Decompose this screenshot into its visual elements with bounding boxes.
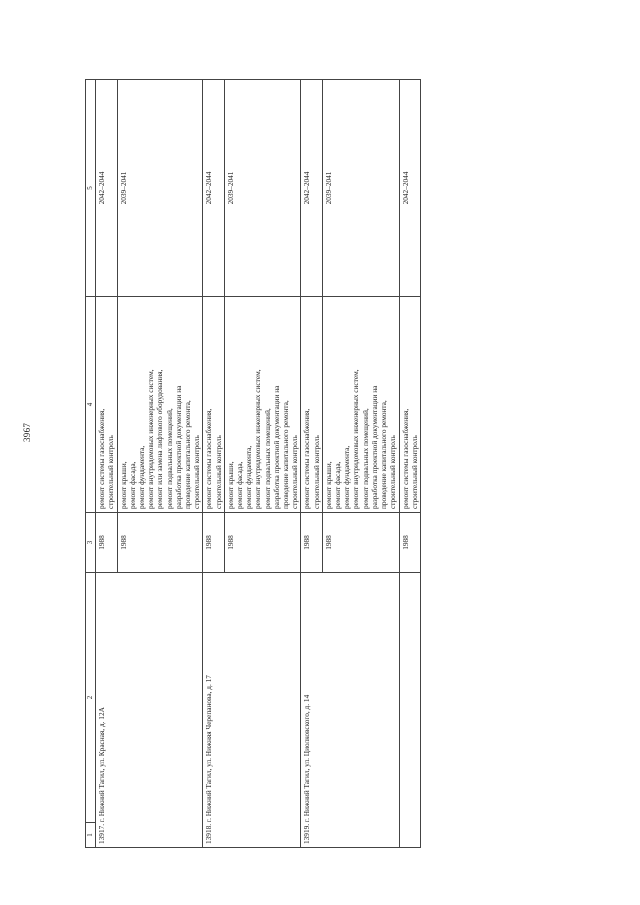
period-cell: [322, 80, 399, 297]
work-item: строительный контроль: [192, 435, 202, 509]
page-number: 3967: [22, 422, 32, 442]
work-item: ремонт системы газоснабжения,: [204, 408, 214, 509]
work-item: ремонт системы газоснабжения,: [97, 408, 107, 509]
work-item: ремонт подвальных помещений,: [262, 408, 272, 509]
table-row: [96, 80, 117, 848]
year-cell: [322, 513, 399, 573]
work-item: проведение капитального ремонта,: [281, 400, 291, 509]
rotated-table-wrapper: [85, 80, 519, 848]
work-item: строительный контроль: [388, 435, 398, 509]
work-item: ремонт фасада,: [333, 461, 343, 509]
work-item: ремонт внутридомовых инженерных систем,: [146, 369, 156, 509]
works-cell: [203, 297, 224, 513]
table-row: [203, 80, 224, 848]
column-number-row: [86, 80, 96, 848]
work-item: ремонт подвальных помещений,: [360, 408, 370, 509]
period-cell: [399, 80, 420, 297]
construction-year: 1988: [302, 535, 312, 550]
work-item: ремонт крыши,: [118, 461, 128, 509]
period-cell: [117, 80, 203, 297]
work-item: ремонт системы газоснабжения,: [302, 408, 312, 509]
work-item: разработка проектной документации на: [369, 385, 379, 509]
work-item: ремонт фасада,: [127, 461, 137, 509]
works-cell: [96, 297, 117, 513]
column-header-3: 3: [86, 513, 96, 573]
column-header-2: 2: [86, 573, 96, 823]
period-cell: [224, 80, 301, 297]
work-item: строительный контроль: [409, 435, 419, 509]
work-item: ремонт крыши,: [323, 461, 333, 509]
construction-year: 1988: [204, 535, 214, 550]
row-number: 13919.: [302, 823, 312, 844]
year-cell: [399, 513, 420, 573]
repair-schedule-table: [85, 79, 421, 848]
work-item: ремонт фундамента,: [137, 445, 147, 509]
table-row: [399, 80, 420, 848]
table-row: [301, 80, 322, 848]
period-cell: [203, 80, 224, 297]
works-cell: [301, 297, 322, 513]
work-item: ремонт подвальных помещений,: [164, 408, 174, 509]
work-item: ремонт фасада,: [235, 461, 245, 509]
row-number: 13917.: [97, 823, 107, 844]
row-number-address-cell: [96, 573, 203, 848]
construction-year: 1988: [225, 535, 235, 550]
works-cell: [117, 297, 203, 513]
year-cell: [203, 513, 224, 573]
work-item: ремонт внутридомовых инженерных систем,: [253, 369, 263, 509]
address: г. Нижний Тагил, ул. Красная, д. 12А: [97, 707, 107, 823]
address: г. Нижний Тагил, ул. Циолковского, д. 14: [302, 694, 312, 823]
construction-year: 1988: [400, 535, 410, 550]
work-item: строительный контроль: [213, 435, 223, 509]
work-item: ремонт системы газоснабжения,: [400, 408, 410, 509]
year-cell: [224, 513, 301, 573]
work-item: ремонт фундамента,: [342, 445, 352, 509]
works-cell: [322, 297, 399, 513]
construction-year: 1988: [323, 535, 333, 550]
column-header-1: 1: [86, 823, 96, 848]
repair-period: 2042–2044: [400, 171, 410, 205]
work-item: разработка проектной документации на: [271, 385, 281, 509]
period-cell: [301, 80, 322, 297]
construction-year: 1988: [97, 535, 107, 550]
work-item: строительный контроль: [106, 435, 116, 509]
work-item: строительный контроль: [290, 435, 300, 509]
year-cell: [301, 513, 322, 573]
repair-period: 2042–2044: [97, 171, 107, 205]
work-item: ремонт фундамента,: [244, 445, 254, 509]
repair-period: 2039–2041: [323, 171, 333, 205]
row-number: 13918.: [204, 823, 214, 844]
column-header-5: 5: [86, 80, 96, 297]
work-item: проведение капитального ремонта,: [183, 400, 193, 509]
repair-period: 2039–2041: [118, 171, 128, 205]
row-number-address-cell: [399, 573, 420, 848]
row-number-address-cell: [301, 573, 399, 848]
address: г. Нижний Тагил, ул. Нижняя Черепанова, д. 17: [204, 675, 214, 823]
year-cell: [96, 513, 117, 573]
row-number-address-cell: [203, 573, 301, 848]
works-cell: [399, 297, 420, 513]
work-item: разработка проектной документации на: [173, 385, 183, 509]
work-item: ремонт крыши,: [225, 461, 235, 509]
column-header-4: 4: [86, 297, 96, 513]
work-item: строительный контроль: [311, 435, 321, 509]
works-cell: [224, 297, 301, 513]
repair-period: 2039–2041: [225, 171, 235, 205]
period-cell: [96, 80, 117, 297]
repair-period: 2042–2044: [204, 171, 214, 205]
work-item: ремонт внутридомовых инженерных систем,: [351, 369, 361, 509]
repair-period: 2042–2044: [302, 171, 312, 205]
construction-year: 1988: [118, 535, 128, 550]
work-item: проведение капитального ремонта,: [379, 400, 389, 509]
year-cell: [117, 513, 203, 573]
work-item: ремонт или замена лифтового оборудования,: [155, 369, 165, 509]
